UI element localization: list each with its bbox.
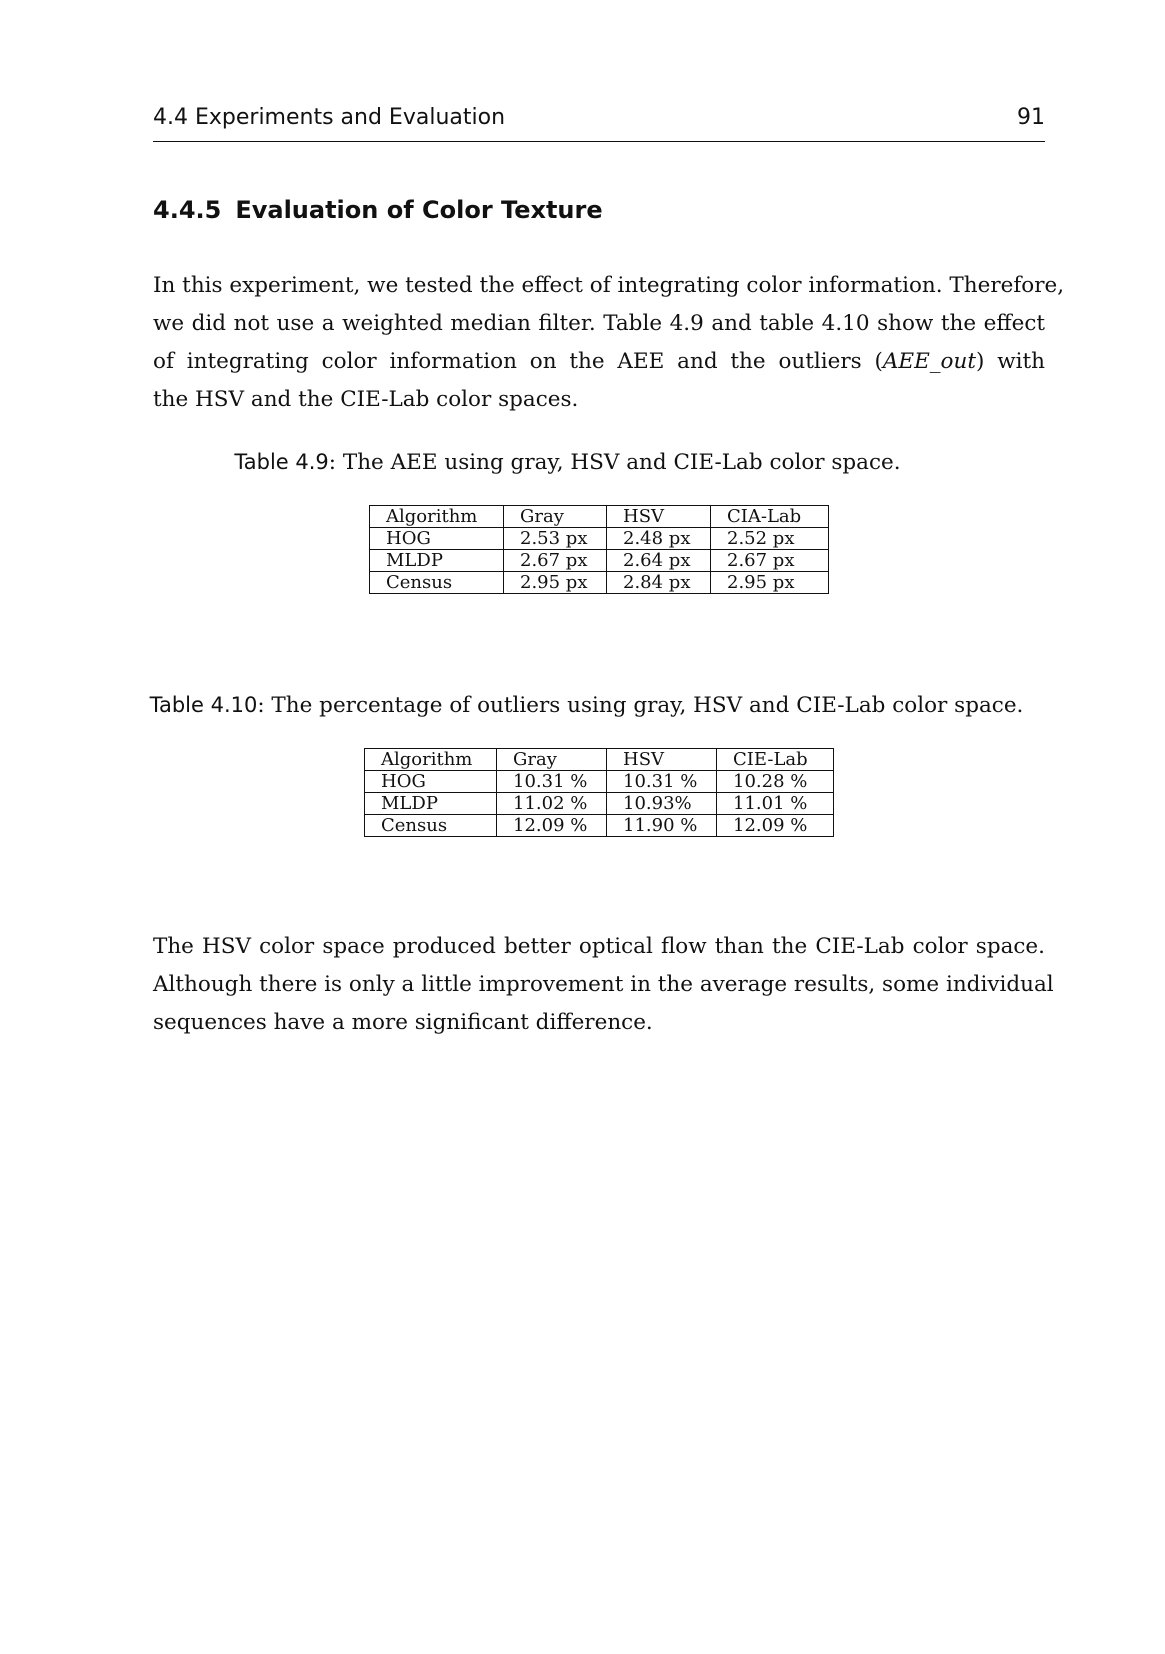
column-header: CIA-Lab: [711, 506, 829, 528]
caption-label: Table 4.10: [149, 693, 258, 717]
table-row: [365, 771, 834, 793]
paragraph-line: [153, 343, 1045, 381]
table-row: [370, 572, 829, 594]
table-row: [365, 815, 834, 837]
table-cell: 2.53 px: [504, 528, 607, 550]
caption-text: : The AEE using gray, HSV and CIE-Lab color space.: [328, 450, 901, 475]
math-variable: AEE_out: [882, 349, 976, 374]
paragraph-line: we did not use a weighted median filter. Table 4.9 and table 4.10 show the effect: [153, 311, 1045, 336]
table-cell: MLDP: [370, 550, 504, 572]
column-header: Gray: [497, 749, 607, 771]
header-title: 4.4 Experiments and Evaluation: [153, 105, 506, 130]
table-cell: 2.67 px: [711, 550, 829, 572]
section-heading: [153, 190, 603, 230]
aee-table: [369, 505, 829, 594]
line-text: of integrating color information on the AEE and the outliers (: [153, 349, 883, 374]
table-cell: 11.02 %: [497, 793, 607, 815]
closing-paragraph: [153, 928, 1054, 1042]
section-number: 4.4.5: [153, 196, 222, 224]
caption-text: : The percentage of outliers using gray, HSV and CIE-Lab color space.: [257, 693, 1024, 718]
table-cell: 10.93%: [607, 793, 717, 815]
table-header-row: [365, 749, 834, 771]
table-cell: 2.48 px: [607, 528, 711, 550]
column-header: Gray: [504, 506, 607, 528]
table-cell: 2.52 px: [711, 528, 829, 550]
table-cell: 11.90 %: [607, 815, 717, 837]
table-cell: Census: [370, 572, 504, 594]
table-row: [370, 550, 829, 572]
table-cell: 2.67 px: [504, 550, 607, 572]
page-number: 91: [1017, 105, 1045, 130]
table-caption: [0, 445, 1150, 480]
column-header: HSV: [607, 749, 717, 771]
column-header: Algorithm: [370, 506, 504, 528]
intro-paragraph: [153, 267, 1065, 419]
table-header-row: [370, 506, 829, 528]
table-cell: 2.95 px: [711, 572, 829, 594]
paragraph-line: Although there is only a little improvement in the average results, some individual: [153, 972, 1054, 997]
table-cell: 2.64 px: [607, 550, 711, 572]
table-caption: [4, 688, 1165, 723]
section-title: Evaluation of Color Texture: [235, 196, 603, 224]
column-header: CIE-Lab: [717, 749, 834, 771]
column-header: HSV: [607, 506, 711, 528]
table-cell: 11.01 %: [717, 793, 834, 815]
table-cell: HOG: [370, 528, 504, 550]
outliers-table: [364, 748, 834, 837]
column-header: Algorithm: [365, 749, 497, 771]
table-cell: 12.09 %: [497, 815, 607, 837]
running-header: [153, 101, 1045, 142]
table-row: [370, 528, 829, 550]
table-cell: 2.84 px: [607, 572, 711, 594]
table-cell: 12.09 %: [717, 815, 834, 837]
table-cell: 2.95 px: [504, 572, 607, 594]
table-cell: MLDP: [365, 793, 497, 815]
paragraph-line: the HSV and the CIE-Lab color spaces.: [153, 387, 579, 412]
table-cell: 10.31 %: [607, 771, 717, 793]
paragraph-line: In this experiment, we tested the effect of integrating color information. Therefore,: [153, 273, 1065, 298]
table-cell: 10.31 %: [497, 771, 607, 793]
table-cell: HOG: [365, 771, 497, 793]
caption-label: Table 4.9: [234, 450, 329, 474]
table-cell: 10.28 %: [717, 771, 834, 793]
paragraph-line: The HSV color space produced better optical flow than the CIE-Lab color space.: [153, 934, 1045, 959]
table-cell: Census: [365, 815, 497, 837]
table-row: [365, 793, 834, 815]
paragraph-line: sequences have a more significant difference.: [153, 1010, 653, 1035]
line-text: ) with: [976, 349, 1045, 374]
